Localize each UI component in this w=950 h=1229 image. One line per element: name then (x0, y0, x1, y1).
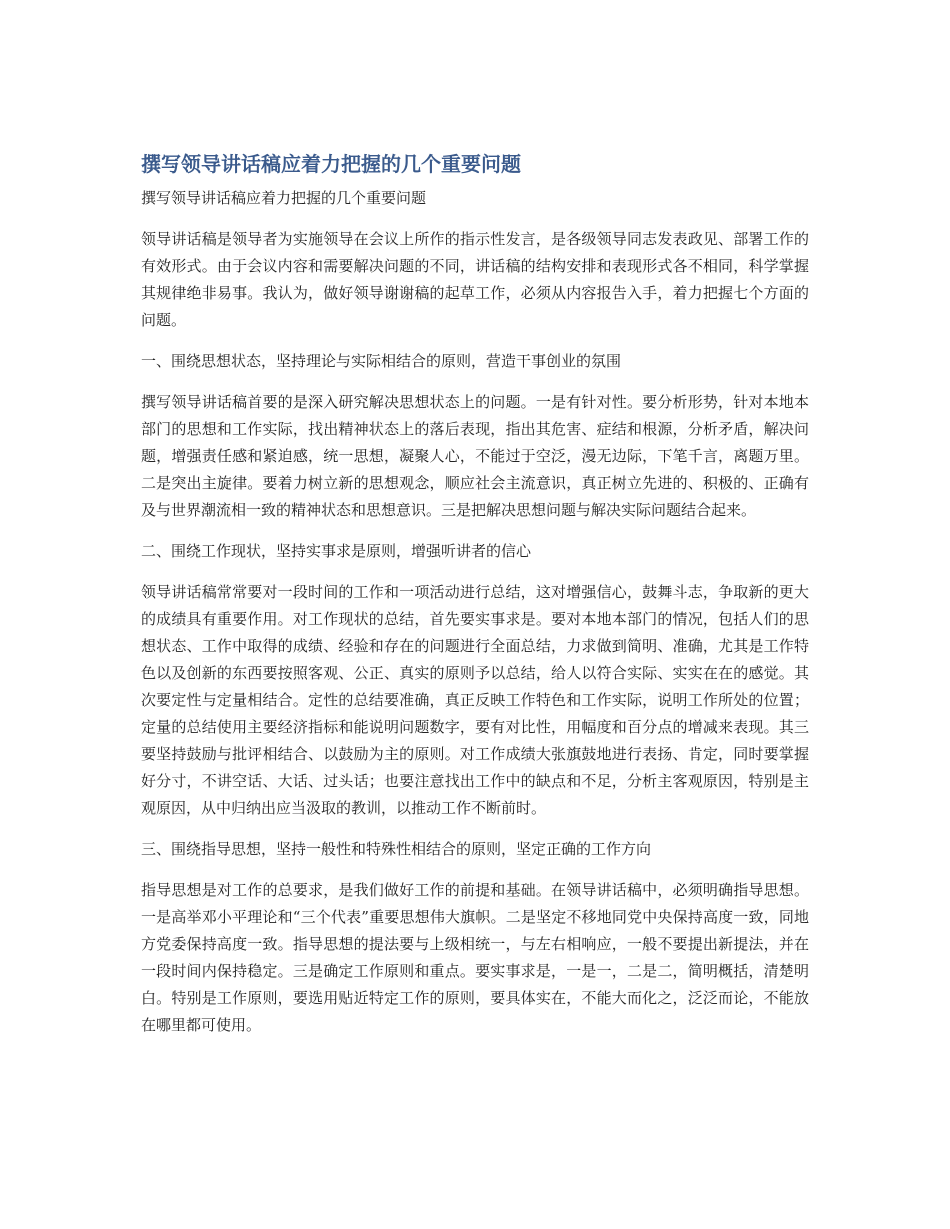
section-heading-2: 二、围绕工作现状，坚持实事求是原则，增强听讲者的信心 (141, 542, 532, 560)
intro-paragraph: 领导讲话稿是领导者为实施领导在会议上所作的指示性发言，是各级领导同志发表政见、部署工作的有效形式。由于会议内容和需要解决问题的不同，讲话稿的结构安排和表现形式各不相同，科学掌握其规律绝非易事。我认为，做好领导谢谢稿的起草工作，必须从内容报告入手，着力把握七个方面的问题。 (141, 230, 809, 329)
section-body-2: 领导讲话稿常常要对一段时间的工作和一项活动进行总结，这对增强信心，鼓舞斗志，争取新的更大的成绩具有重要作用。对工作现状的总结，首先要实事求是。要对本地本部门的情况，包括人们的思想状态、工作中取得的成绩、经验和存在的问题进行全面总结，力求做到简明、准确，尤其是工作特色以及创新的东西要按照客观、公正、真实的原则予以总结，给人以符合实际、实实在在的感觉。其次要定性与定量相结合。定性的总结要准确，真正反映工作特色和工作实际，说明工作所处的位置；定量的总结使用主要经济指标和能说明问题数字，要有对比性，用幅度和百分点的增减来表现。其三要坚持鼓励与批评相结合、以鼓励为主的原则。对工作成绩大张旗鼓地进行表扬、肯定，同时要掌握好分寸，不讲空话、大话、过头话；也要注意找出工作中的缺点和不足，分析主客观原因，特别是主观原因，从中归纳出应当汲取的教训，以推动工作不断前时。 (141, 583, 809, 817)
document-page (141, 148, 809, 1053)
section-heading-1: 一、围绕思想状态，坚持理论与实际相结合的原则，营造干事创业的氛围 (141, 352, 622, 370)
section-heading-3: 三、围绕指导思想，坚持一般性和特殊性相结合的原则，坚定正确的工作方向 (141, 840, 652, 858)
section-body-1: 撰写领导讲话稿首要的是深入研究解决思想状态上的问题。一是有针对性。要分析形势，针对本地本部门的思想和工作实际，找出精神状态上的落后表现，指出其危害、症结和根源，分析矛盾，解决问题，增强责任感和紧迫感，统一思想，凝聚人心，不能过于空泛，漫无边际，下笔千言，离题万里。二是突出主旋律。要着力树立新的思想观念，顺应社会主流意识，真正树立先进的、积极的、正确有及与世界潮流相一致的精神状态和思想意识。三是把解决思想问题与解决实际问题结合起来。 (141, 393, 809, 519)
document-title: 撰写领导讲话稿应着力把握的几个重要问题 (141, 152, 521, 176)
section-body-3: 指导思想是对工作的总要求，是我们做好工作的前提和基础。在领导讲话稿中，必须明确指导思想。一是高举邓小平理论和“三个代表”重要思想伟大旗帜。二是坚定不移地同党中央保持高度一致，同地方党委保持高度一致。指导思想的提法要与上级相统一，与左右相响应，一般不要提出新提法，并在一段时间内保持稳定。三是确定工作原则和重点。要实事求是，一是一，二是二，简明概括，清楚明白。特别是工作原则，要选用贴近特定工作的原则，要具体实在，不能大而化之，泛泛而论，不能放在哪里都可使用。 (141, 881, 809, 1034)
document-subtitle: 撰写领导讲话稿应着力把握的几个重要问题 (141, 189, 427, 207)
